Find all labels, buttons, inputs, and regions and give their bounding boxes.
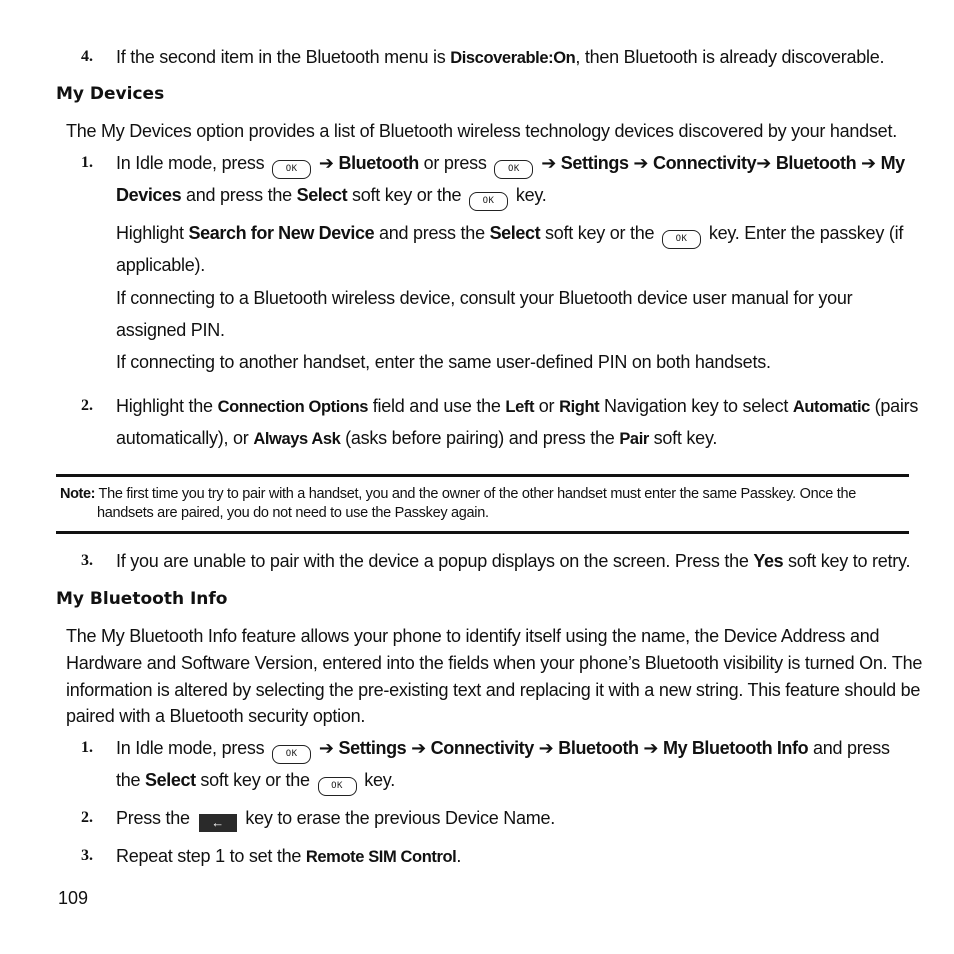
section-heading-my-bluetooth-info: My Bluetooth Info (56, 589, 228, 609)
arrow-icon: ➔ (318, 738, 334, 758)
step-text: Press the ← key to erase the previous Device Name. (116, 808, 555, 830)
arrow-icon: ➔ (318, 153, 334, 173)
arrow-icon: ➔ (756, 153, 772, 173)
note-bottom-rule (56, 531, 909, 534)
ok-key-icon: OK (494, 160, 533, 179)
note-top-rule (56, 474, 909, 477)
note-text: Note: The first time you try to pair with a handset, you and the owner of the other handset must enter the same Passkey. Once the (60, 486, 857, 502)
ok-key-icon: OK (272, 160, 311, 179)
arrow-icon: ➔ (538, 738, 554, 758)
step-subparagraph: If connecting to another handset, enter the same user-defined PIN on both handsets. (116, 352, 771, 372)
ok-key-icon: OK (272, 745, 311, 764)
step-subparagraph: If connecting to a Bluetooth wireless device, consult your Bluetooth device user manual for your (116, 288, 853, 308)
ok-key-icon: OK (662, 230, 701, 249)
step-subparagraph: applicable). (116, 255, 206, 275)
step-number: 2. (81, 809, 93, 826)
step-number: 4. (81, 48, 93, 65)
step-number: 2. (81, 397, 93, 414)
step-text: Highlight the Connection Options field and use the Left or Right Navigation key to select Automatic (pairs (116, 396, 919, 416)
ok-key-icon: OK (469, 192, 508, 211)
step-text-continued: automatically), or Always Ask (asks before pairing) and press the Pair soft key. (116, 428, 718, 448)
arrow-icon: ➔ (633, 153, 649, 173)
arrow-icon: ➔ (860, 153, 876, 173)
step-text-continued: Devices and press the Select soft key or the OK key. (116, 184, 547, 211)
step-text: In Idle mode, press OK ➔ Bluetooth or press OK ➔ Settings ➔ Connectivity➔ Bluetooth ➔ My (116, 152, 905, 179)
step-text-continued: the Select soft key or the OK key. (116, 769, 395, 796)
step-subparagraph: assigned PIN. (116, 320, 225, 340)
arrow-icon: ➔ (541, 153, 557, 173)
arrow-icon: ➔ (643, 738, 659, 758)
section-heading-my-devices: My Devices (56, 84, 165, 104)
step-text: If you are unable to pair with the device a popup displays on the screen. Press the Yes soft key to retry. (116, 551, 911, 571)
ok-key-icon: OK (318, 777, 357, 796)
intro-paragraph: The My Devices option provides a list of Bluetooth wireless technology devices discovered by your handset. (66, 121, 897, 141)
intro-paragraph-line: paired with a Bluetooth security option. (66, 706, 366, 726)
step-subparagraph: Highlight Search for New Device and press the Select soft key or the OK key. Enter the passkey (if (116, 222, 903, 249)
back-key-icon: ← (199, 814, 237, 832)
intro-paragraph-line: The My Bluetooth Info feature allows your phone to identify itself using the name, the Device Address and (66, 626, 880, 646)
intro-paragraph-line: information is altered by selecting the pre-existing text and replacing it with a new string. This feature should be (66, 680, 921, 700)
step-number: 1. (81, 154, 93, 171)
step-text: In Idle mode, press OK ➔ Settings ➔ Connectivity ➔ Bluetooth ➔ My Bluetooth Info and press (116, 737, 890, 764)
step-text: Repeat step 1 to set the Remote SIM Control. (116, 846, 462, 866)
note-text-continued: handsets are paired, you do not need to use the Passkey again. (97, 505, 489, 521)
step-number: 3. (81, 552, 93, 569)
step-number: 1. (81, 739, 93, 756)
intro-paragraph-line: Hardware and Software Version, entered into the fields when your phone’s Bluetooth visibility is turned On. The (66, 653, 923, 673)
page-number: 109 (58, 888, 89, 908)
note-label: Note: (60, 486, 96, 502)
step-number: 3. (81, 847, 93, 864)
step-text: If the second item in the Bluetooth menu is Discoverable:On, then Bluetooth is already discoverable. (116, 47, 885, 67)
arrow-icon: ➔ (411, 738, 426, 758)
